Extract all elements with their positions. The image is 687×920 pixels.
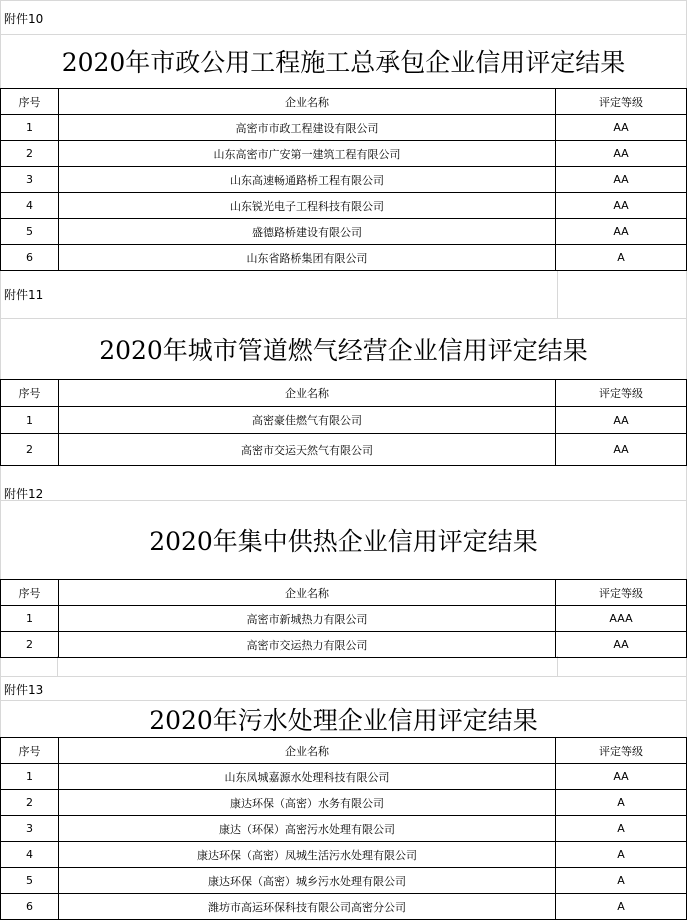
gridline	[0, 34, 687, 35]
results-table	[0, 379, 687, 466]
row-no: 6	[1, 245, 59, 271]
row-no: 4	[1, 193, 59, 219]
credit-grade: AAA	[556, 606, 687, 632]
row-no: 3	[1, 167, 59, 193]
table-row	[1, 407, 687, 434]
credit-grade: AA	[556, 167, 687, 193]
table-row	[1, 842, 687, 868]
company-name: 高密市市政工程建设有限公司	[59, 115, 556, 141]
col-header-no: 序号	[1, 738, 59, 764]
company-name: 山东省路桥集团有限公司	[59, 245, 556, 271]
section-title: 2020年污水处理企业信用评定结果	[149, 706, 538, 735]
credit-grade: AA	[556, 141, 687, 167]
attachment-label: 附件13	[4, 683, 44, 697]
table-row	[1, 434, 687, 466]
section-title: 2020年市政公用工程施工总承包企业信用评定结果	[61, 48, 626, 77]
gridline	[0, 318, 687, 319]
col-header-grade: 评定等级	[556, 580, 687, 606]
table-row	[1, 868, 687, 894]
attachment-label: 附件11	[4, 288, 44, 302]
credit-grade: AA	[556, 115, 687, 141]
col-header-name: 企业名称	[59, 89, 556, 115]
gridline	[557, 656, 558, 676]
company-name: 高密市交运天然气有限公司	[59, 434, 556, 466]
row-no: 1	[1, 115, 59, 141]
table-row	[1, 141, 687, 167]
credit-grade: A	[556, 894, 687, 920]
table-row	[1, 790, 687, 816]
row-no: 1	[1, 407, 59, 434]
credit-grade: AA	[556, 193, 687, 219]
table-row	[1, 193, 687, 219]
gridline	[0, 676, 687, 677]
table-header-row	[1, 89, 687, 115]
gridline	[557, 270, 558, 318]
gridline	[0, 0, 687, 1]
company-name: 山东高速畅通路桥工程有限公司	[59, 167, 556, 193]
company-name: 康达环保（高密）水务有限公司	[59, 790, 556, 816]
row-no: 3	[1, 816, 59, 842]
table-row	[1, 606, 687, 632]
company-name: 康达环保（高密）凤城生活污水处理有限公司	[59, 842, 556, 868]
table-row	[1, 764, 687, 790]
col-header-grade: 评定等级	[556, 380, 687, 407]
table-row	[1, 632, 687, 658]
col-header-no: 序号	[1, 89, 59, 115]
col-header-grade: 评定等级	[556, 738, 687, 764]
company-name: 高密市交运热力有限公司	[59, 632, 556, 658]
company-name: 高密市新城热力有限公司	[59, 606, 556, 632]
row-no: 5	[1, 219, 59, 245]
table-row	[1, 219, 687, 245]
gridline	[0, 500, 687, 501]
company-name: 康达环保（高密）城乡污水处理有限公司	[59, 868, 556, 894]
table-row	[1, 816, 687, 842]
company-name: 潍坊市高运环保科技有限公司高密分公司	[59, 894, 556, 920]
row-no: 6	[1, 894, 59, 920]
attachment-label: 附件10	[4, 12, 44, 26]
col-header-name: 企业名称	[59, 380, 556, 407]
credit-grade: AA	[556, 632, 687, 658]
credit-grade: AA	[556, 434, 687, 466]
table-row	[1, 167, 687, 193]
company-name: 高密豪佳燃气有限公司	[59, 407, 556, 434]
section-title: 2020年集中供热企业信用评定结果	[149, 527, 538, 556]
table-row	[1, 245, 687, 271]
gridline	[0, 700, 687, 701]
credit-grade: A	[556, 816, 687, 842]
gridline	[57, 656, 58, 676]
table-row	[1, 894, 687, 920]
section-title: 2020年城市管道燃气经营企业信用评定结果	[99, 336, 588, 365]
company-name: 山东凤城嘉源水处理科技有限公司	[59, 764, 556, 790]
row-no: 5	[1, 868, 59, 894]
company-name: 康达（环保）高密污水处理有限公司	[59, 816, 556, 842]
credit-grade: AA	[556, 764, 687, 790]
table-row	[1, 115, 687, 141]
col-header-no: 序号	[1, 380, 59, 407]
col-header-name: 企业名称	[59, 738, 556, 764]
credit-grade: A	[556, 868, 687, 894]
col-header-grade: 评定等级	[556, 89, 687, 115]
attachment-label: 附件12	[4, 487, 44, 501]
results-table	[0, 737, 687, 920]
results-table	[0, 88, 687, 271]
row-no: 2	[1, 434, 59, 466]
credit-grade: A	[556, 842, 687, 868]
col-header-no: 序号	[1, 580, 59, 606]
credit-grade: AA	[556, 407, 687, 434]
row-no: 2	[1, 790, 59, 816]
company-name: 山东高密市广安第一建筑工程有限公司	[59, 141, 556, 167]
row-no: 1	[1, 764, 59, 790]
row-no: 2	[1, 141, 59, 167]
table-header-row	[1, 380, 687, 407]
credit-grade: AA	[556, 219, 687, 245]
row-no: 2	[1, 632, 59, 658]
col-header-name: 企业名称	[59, 580, 556, 606]
row-no: 4	[1, 842, 59, 868]
credit-grade: A	[556, 245, 687, 271]
table-header-row	[1, 738, 687, 764]
table-header-row	[1, 580, 687, 606]
company-name: 山东锐光电子工程科技有限公司	[59, 193, 556, 219]
results-table	[0, 579, 687, 658]
credit-grade: A	[556, 790, 687, 816]
row-no: 1	[1, 606, 59, 632]
company-name: 盛德路桥建设有限公司	[59, 219, 556, 245]
